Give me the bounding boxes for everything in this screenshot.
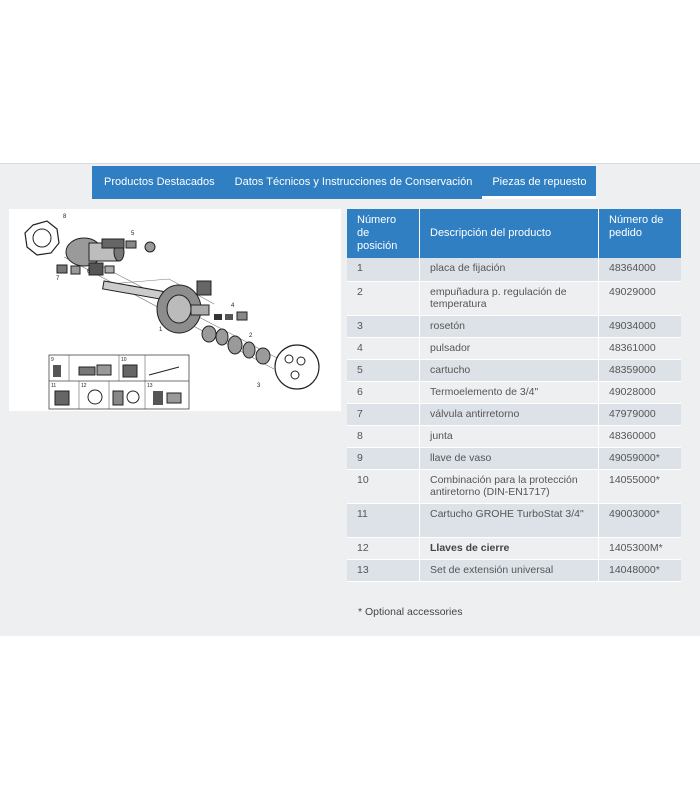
cell-order-number: 14048000* [599,559,682,581]
kit-label-9: 9 [51,357,54,363]
column-header-order-number: Número de pedido [599,209,682,258]
cell-position: 5 [347,359,420,381]
cell-order-number: 47979000 [599,403,682,425]
cell-position: 8 [347,425,420,447]
cell-description: junta [420,425,599,447]
spare-parts-table [347,209,681,582]
table-row [347,537,681,559]
thermo-element-part [103,281,163,299]
table-row [347,559,681,581]
callout-6: 6 [87,269,91,275]
table-row [347,315,681,337]
cell-description: Set de extensión universal [420,559,599,581]
tab-piezas-de-repuesto[interactable]: Piezas de repuesto [482,166,596,199]
cell-description: placa de fijación [420,258,599,281]
table-row [347,258,681,281]
callout-5: 5 [131,231,135,237]
cell-order-number: 48360000 [599,425,682,447]
table-row [347,381,681,403]
cell-order-number: 49029000 [599,281,682,315]
cell-position: 3 [347,315,420,337]
callout-8: 8 [63,214,67,220]
cell-order-number: 14055000* [599,469,682,503]
cell-description: Cartucho GROHE TurboStat 3/4" [420,503,599,537]
cell-description: cartucho [420,359,599,381]
table-row [347,425,681,447]
accessory-kit-box [49,355,189,409]
body-part [157,281,211,333]
cell-position: 11 [347,503,420,537]
table-row [347,503,681,537]
tab-bar [92,166,596,199]
cell-order-number: 1405300M* [599,537,682,559]
cell-position: 13 [347,559,420,581]
cell-order-number: 49003000* [599,503,682,537]
column-header-description: Descripción del producto [420,209,599,258]
cell-order-number: 49028000 [599,381,682,403]
rosette-part [275,345,319,389]
table-row [347,337,681,359]
cell-order-number: 48359000 [599,359,682,381]
kit-label-10: 10 [121,357,127,363]
tab-productos-destacados[interactable]: Productos Destacados [104,176,215,188]
tab-datos-tecnicos[interactable]: Datos Técnicos y Instrucciones de Conservación [234,176,473,188]
cell-order-number: 48361000 [599,337,682,359]
cell-position: 6 [347,381,420,403]
column-header-position: Número de posición [347,209,420,258]
callout-3: 3 [257,383,261,389]
callout-2: 2 [249,333,253,339]
table-row [347,447,681,469]
cell-position: 2 [347,281,420,315]
cell-position: 12 [347,537,420,559]
callout-7: 7 [56,276,60,282]
table-row [347,281,681,315]
cell-position: 9 [347,447,420,469]
cell-position: 10 [347,469,420,503]
kit-label-11: 11 [51,383,57,389]
cell-position: 4 [347,337,420,359]
cell-description: llave de vaso [420,447,599,469]
callout-4: 4 [231,303,235,309]
table-row [347,403,681,425]
optional-accessories-note: * Optional accessories [358,606,463,618]
callout-1: 1 [159,327,163,333]
gasket-part [25,221,59,255]
push-button-part [214,312,247,320]
cell-order-number: 49059000* [599,447,682,469]
cell-description: Llaves de cierre [420,537,599,559]
cell-description: Termoelemento de 3/4" [420,381,599,403]
temperature-handle-part [202,326,270,364]
cell-position: 7 [347,403,420,425]
cell-description: pulsador [420,337,599,359]
table-row [347,469,681,503]
kit-label-13: 13 [147,383,153,389]
cell-description: Combinación para la protección antiretorno (DIN-EN1717) [420,469,599,503]
cell-order-number: 48364000 [599,258,682,281]
cell-description: válvula antirretorno [420,403,599,425]
cell-description: empuñadura p. regulación de temperatura [420,281,599,315]
kit-label-12: 12 [81,383,87,389]
exploded-view-svg [9,209,341,411]
cell-position: 1 [347,258,420,281]
cell-description: rosetón [420,315,599,337]
exploded-parts-diagram [9,209,341,411]
cell-order-number: 49034000 [599,315,682,337]
table-row [347,359,681,381]
